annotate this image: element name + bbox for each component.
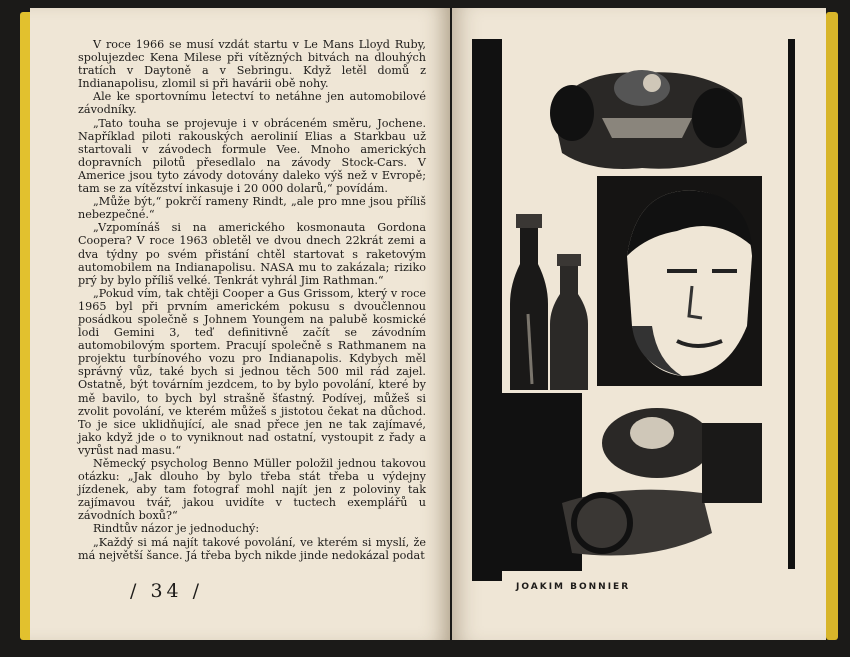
left-page bbox=[30, 8, 450, 640]
page-number: / 34 / bbox=[130, 580, 204, 602]
book-cover-edge-right bbox=[826, 12, 838, 640]
race-car-photo bbox=[502, 48, 762, 178]
paragraph: „Pokud vím, tak chtěji Cooper a Gus Grissom, který v roce 1965 byl při prvním americkém pokusu s dvoučlennou posádkou společně s Johnem Youngem na palubě kosmické lodi Gemini 3, teď definitivně začít se závodním automobilovým sportem. Pracují společně s Rathmanem na projektu turbínového vozu pro Indianapolis. Kdybych měl správný vůz, také bych si jednou těch 500 mil rád zajel. Ostatně, být továrním jezdcem, to by bylo povolání, které by mě bavilo, to bych byl strašně šťastný. Podívej, můžeš si zvolit povolání, ve kterém můžeš s jistotou čekat na důchod. To je sice uklidňující, ale snad přece jen ne tak zajímavé, jako když jde o to vyniknout nad ostatní, vystoupit z řady a vyrůst nad masu.“ bbox=[78, 286, 426, 457]
paragraph: „Každý si má najít takové povolání, ve kterém si myslí, že má největší šance. Já třeba bych nikde jinde nedokázal podat bbox=[78, 535, 426, 562]
paragraph: „Může být,“ pokrčí rameny Rindt, „ale pro mne jsou příliš nebezpečné.“ bbox=[78, 195, 426, 222]
right-page bbox=[452, 8, 826, 640]
open-book bbox=[20, 8, 838, 648]
photo-border-left bbox=[472, 39, 502, 581]
paragraph: „Tato touha se projevuje i v obráceném směru, Jochene. Například piloti rakouských aerolinií Elias a Starkbau už startovali v závodech formule Vee. Mnoho amerických dopravních pilotů přesedlalo na závody Stock-Cars. V Americe jsou tyto závody dotovány daleko výš než v Evropě; tam se za vítězství inkasuje i 20 000 dolarů,“ povídám. bbox=[78, 116, 426, 196]
driver-in-car-photo bbox=[502, 393, 762, 571]
paragraph: „Vzpomínáš si na amerického kosmonauta Gordona Coopera? V roce 1963 obletěl ve dvou dnech 22krát zemi a dva týdny po svém přistání chtěl startovat s raketovým automobilem na Indianapolisu. NASA mu to zakázala; riziko prý by bylo příliš velké. Tenkrát vyhrál Jim Rathman.“ bbox=[78, 221, 426, 287]
paragraph: Rindtův názor je jednoduchý: bbox=[93, 522, 260, 536]
paragraph: Ale ke sportovnímu letectví to netáhne jen automobilové závodníky. bbox=[78, 90, 426, 117]
body-text bbox=[78, 38, 426, 562]
photo-border-right bbox=[788, 39, 795, 569]
driver-portrait-photo bbox=[597, 176, 762, 386]
photo-caption: JOAKIM BONNIER bbox=[516, 582, 631, 592]
paragraph: V roce 1966 se musí vzdát startu v Le Mans Lloyd Ruby, spolujezdec Kena Milese při vítězných bitvách na dlouhých tratích v Daytoně a v Sebringu. Když letěl domů z Indianapolisu, zlomil si při havárii obě nohy. bbox=[78, 38, 426, 91]
paragraph: Německý psycholog Benno Müller položil jednou takovou otázku: „Jak dlouho by bylo třeba stát třeba u výdejny jízdenek, aby tam fotograf mohl najít jen z poloviny tak zajímavou tvář, jakou uvidíte v tuctech exemplářů u závodních boxů?“ bbox=[78, 457, 426, 523]
